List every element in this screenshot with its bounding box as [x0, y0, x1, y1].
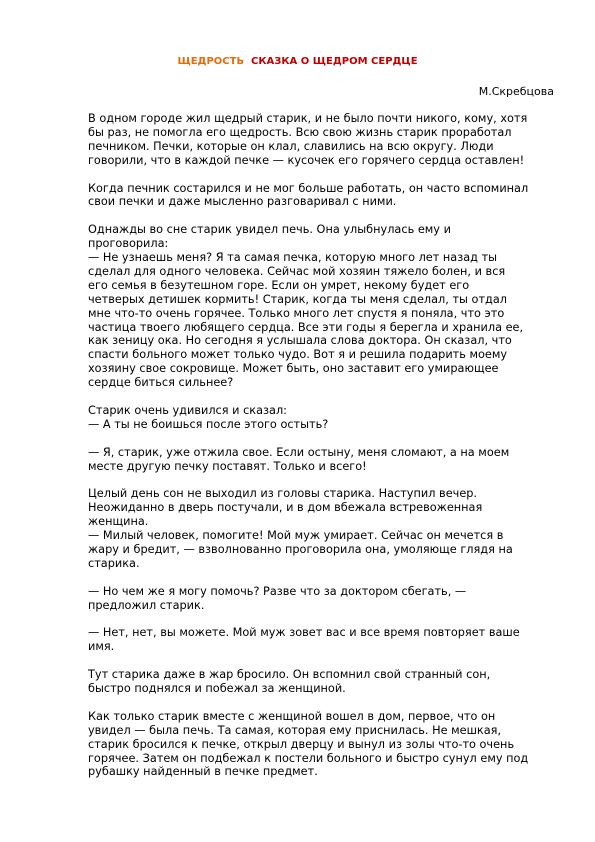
text-line: старик бросился к печке, открыл дверцу и вынул из золы что-то очень — [88, 737, 515, 751]
story-paragraph — [88, 182, 558, 210]
text-line: — Нет, нет, вы можете. Мой муж зовет вас и все время повторяет ваше — [88, 626, 520, 640]
story-paragraph — [88, 223, 558, 390]
text-line: свои печки и даже мысленно разговаривал с ними. — [88, 195, 397, 209]
text-line: — Но чем же я могу помочь? Разве что за доктором сбегать, — — [88, 584, 467, 598]
story-body — [88, 112, 558, 779]
author-name: М.Скребцова — [478, 85, 554, 98]
story-paragraph — [88, 112, 558, 168]
text-line: — А ты не боишься после этого остыть? — [88, 417, 329, 431]
text-line: — Не узнаешь меня? Я та самая печка, которую много лет назад ты — [88, 251, 498, 265]
story-paragraph — [88, 487, 558, 570]
text-line: Старик очень удивился и сказал: — [88, 403, 287, 417]
text-line: увидел — была печь. Та самая, которая ему приснилась. Не мешкая, — [88, 723, 502, 737]
text-line: сердце биться сильнее? — [88, 376, 234, 390]
story-title — [0, 56, 595, 67]
text-line: печником. Печки, которые он клал, славились на всю округу. Люди — [88, 139, 494, 153]
text-line: Как только старик вместе с женщиной вошел в дом, первое, что он — [88, 709, 496, 723]
text-line: Тут старика даже в жар бросило. Он вспомнил свой странный сон, — [88, 668, 491, 682]
story-paragraph — [88, 404, 558, 432]
text-line: — Милый человек, помогите! Мой муж умирает. Сейчас он мечется в — [88, 529, 504, 543]
text-line: Когда печник состарился и не мог больше работать, он часто вспоминал — [88, 181, 529, 195]
story-paragraph — [88, 446, 558, 474]
text-line: месте другую печку поставят. Только и всего! — [88, 459, 367, 473]
text-line: бы раз, не помогла его щедрость. Всю свою жизнь старик проработал — [88, 125, 512, 139]
text-line: сделал для одного человека. Сейчас мой хозяин тяжело болен, и вся — [88, 264, 506, 278]
text-line: проговорила: — [88, 237, 169, 251]
text-line: имя. — [88, 640, 115, 654]
text-line: спасти больного может только чудо. Вот я и решила подарить моему — [88, 348, 508, 362]
text-line: говорили, что в каждой печке — кусочек его горячего сердца оставлен! — [88, 153, 525, 167]
text-line: горячее. Затем он подбежал к постели больного и быстро сунул ему под — [88, 751, 529, 765]
text-line: четверых детишек кормить! Старик, когда ты меня сделал, ты отдал — [88, 292, 507, 306]
text-line: Однажды во сне старик увидел печь. Она улыбнулась ему и — [88, 223, 451, 237]
text-line: старика. — [88, 556, 140, 570]
story-paragraph — [88, 626, 558, 654]
story-paragraph — [88, 585, 558, 613]
text-line: жару и бредит, — взволнованно проговорила она, умоляюще глядя на — [88, 543, 513, 557]
title-part-1: ЩЕДРОСТЬ — [177, 56, 245, 67]
text-line: как зеницу ока. Но сегодня я услышала слова доктора. Он сказал, что — [88, 334, 512, 348]
text-line: хозяину свое сокровище. Может быть, оно заставит его умирающее — [88, 362, 499, 376]
text-line: В одном городе жил щедрый старик, и не было почти никого, кому, хотя — [88, 112, 528, 125]
story-paragraph — [88, 668, 558, 696]
story-paragraph — [88, 710, 558, 780]
text-line: его семья в безутешном горе. Если он умрет, некому будет его — [88, 278, 470, 292]
text-line: — Я, старик, уже отжила свое. Если остыну, меня сломают, а на моем — [88, 445, 510, 459]
text-line: предложил старик. — [88, 598, 205, 612]
title-part-2: СКАЗКА О ЩЕДРОМ СЕРДЦЕ — [251, 56, 418, 67]
text-line: Неожиданно в дверь постучали, и в дом вбежала встревоженная — [88, 501, 483, 515]
text-line: мне что-то очень горячее. Только много лет спустя я поняла, что это — [88, 306, 505, 320]
text-line: рубашку найденный в печке предмет. — [88, 765, 318, 779]
text-line: частица твоего любящего сердца. Все эти годы я берегла и хранила ее, — [88, 320, 524, 334]
text-line: быстро поднялся и побежал за женщиной. — [88, 682, 346, 696]
text-line: Целый день сон не выходил из головы старика. Наступил вечер. — [88, 487, 478, 501]
text-line: женщина. — [88, 515, 149, 529]
